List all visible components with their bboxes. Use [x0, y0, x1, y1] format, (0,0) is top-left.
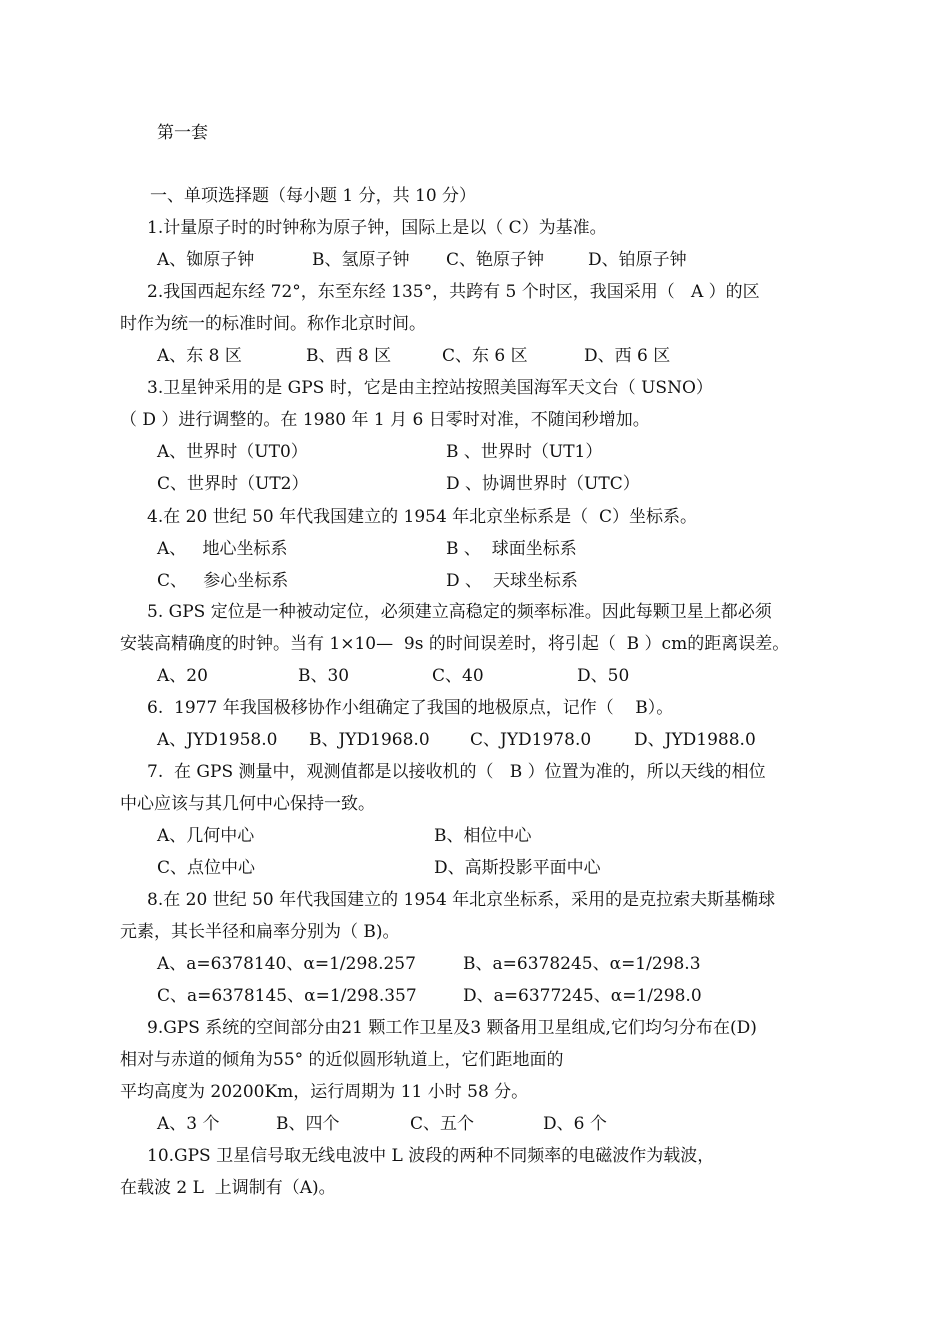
question-6-option-b: B、JYD1968.0 — [309, 730, 430, 750]
question-7-text-line2: 中心应该与其几何中心保持一致。 — [120, 794, 375, 814]
question-3-option-b: B 、世界时（UT1） — [446, 442, 603, 462]
question-9-text-line2: 相对与赤道的倾角为55° 的近似圆形轨道上，它们距地面的 — [120, 1050, 564, 1070]
question-9-option-a: A、3 个 — [157, 1114, 220, 1134]
question-7-option-d: D、高斯投影平面中心 — [434, 858, 601, 878]
question-8-option-a: A、a=6378140、α=1/298.257 — [157, 954, 416, 974]
question-7-text-line1: 7. 在 GPS 测量中，观测值都是以接收机的（ B ）位置为准的，所以天线的相位 — [147, 762, 766, 782]
question-2-option-a: A、东 8 区 — [157, 346, 242, 366]
question-5-option-c: C、40 — [432, 666, 484, 686]
question-9-option-b: B、四个 — [276, 1114, 340, 1134]
question-6-option-a: A、JYD1958.0 — [157, 730, 278, 750]
question-7-option-b: B、相位中心 — [434, 826, 532, 846]
question-3-text-line1: 3.卫星钟采用的是 GPS 时，它是由主控站按照美国海军天文台（ USNO） — [147, 378, 713, 398]
question-9-text-line1: 9.GPS 系统的空间部分由21 颗工作卫星及3 颗备用卫星组成,它们均匀分布在(D) — [147, 1018, 757, 1038]
question-5-option-d: D、50 — [577, 666, 630, 686]
question-8-option-d: D、a=6377245、α=1/298.0 — [463, 986, 702, 1006]
question-10-text-line1: 10.GPS 卫星信号取无线电波中 L 波段的两种不同频率的电磁波作为载波， — [147, 1146, 715, 1166]
question-6-text: 6. 1977 年我国极移协作小组确定了我国的地极原点，记作（ B）。 — [147, 698, 674, 718]
question-9-text-line3: 平均高度为 20200Km，运行周期为 11 小时 58 分。 — [120, 1082, 529, 1102]
question-3-option-a: A、世界时（UT0） — [157, 442, 308, 462]
question-3-option-d: D 、协调世界时（UTC） — [446, 474, 640, 494]
question-10-text-line2: 在载波 2 L 上调制有（A)。 — [120, 1178, 336, 1198]
question-7-option-c: C、点位中心 — [157, 858, 256, 878]
question-2-option-c: C、东 6 区 — [442, 346, 528, 366]
question-3-option-c: C、世界时（UT2） — [157, 474, 309, 494]
question-8-text-line1: 8.在 20 世纪 50 年代我国建立的 1954 年北京坐标系，采用的是克拉索夫斯基椭球 — [147, 890, 776, 910]
question-4-option-b: B 、 球面坐标系 — [446, 539, 577, 559]
question-1-option-c: C、铯原子钟 — [446, 250, 545, 270]
question-8-option-c: C、a=6378145、α=1/298.357 — [157, 986, 417, 1006]
question-4-option-c: C、 参心坐标系 — [157, 571, 289, 591]
question-2-option-b: B、西 8 区 — [306, 346, 392, 366]
section-heading: 一、单项选择题（每小题 1 分，共 10 分） — [150, 186, 477, 206]
question-4-text: 4.在 20 世纪 50 年代我国建立的 1954 年北京坐标系是（ C）坐标系。 — [147, 507, 697, 527]
question-1-option-b: B、氢原子钟 — [312, 250, 410, 270]
question-9-option-c: C、五个 — [410, 1114, 475, 1134]
question-7-option-a: A、几何中心 — [157, 826, 255, 846]
question-3-text-line2: （ D ）进行调整的。在 1980 年 1 月 6 日零时对准，不随闰秒增加。 — [120, 410, 650, 430]
question-8-option-b: B、a=6378245、α=1/298.3 — [463, 954, 701, 974]
question-5-text-line1: 5. GPS 定位是一种被动定位，必须建立高稳定的频率标准。因此每颗卫星上都必须 — [147, 602, 772, 622]
question-2-text-line2: 时作为统一的标准时间。称作北京时间。 — [120, 314, 426, 334]
question-5-option-b: B、30 — [298, 666, 350, 686]
question-1-option-a: A、铷原子钟 — [157, 250, 255, 270]
question-1-option-d: D、铂原子钟 — [588, 250, 687, 270]
question-8-text-line2: 元素，其长半径和扁率分别为（ B)。 — [120, 922, 400, 942]
question-2-text-line1: 2.我国西起东经 72°，东至东经 135°，共跨有 5 个时区，我国采用（ A ）的区 — [147, 282, 760, 302]
question-4-option-a: A、 地心坐标系 — [157, 539, 288, 559]
question-6-option-d: D、JYD1988.0 — [634, 730, 756, 750]
question-9-option-d: D、6 个 — [543, 1114, 607, 1134]
question-2-option-d: D、西 6 区 — [584, 346, 671, 366]
set-title: 第一套 — [157, 123, 208, 143]
question-6-option-c: C、JYD1978.0 — [470, 730, 592, 750]
question-5-text-line2: 安装高精确度的时钟。当有 1×10— 9s 的时间误差时，将引起（ B ）cm的距离误差。 — [120, 634, 790, 654]
question-5-option-a: A、20 — [157, 666, 208, 686]
question-4-option-d: D 、 天球坐标系 — [446, 571, 578, 591]
question-1-text: 1.计量原子时的时钟称为原子钟，国际上是以（ C）为基准。 — [147, 218, 607, 238]
